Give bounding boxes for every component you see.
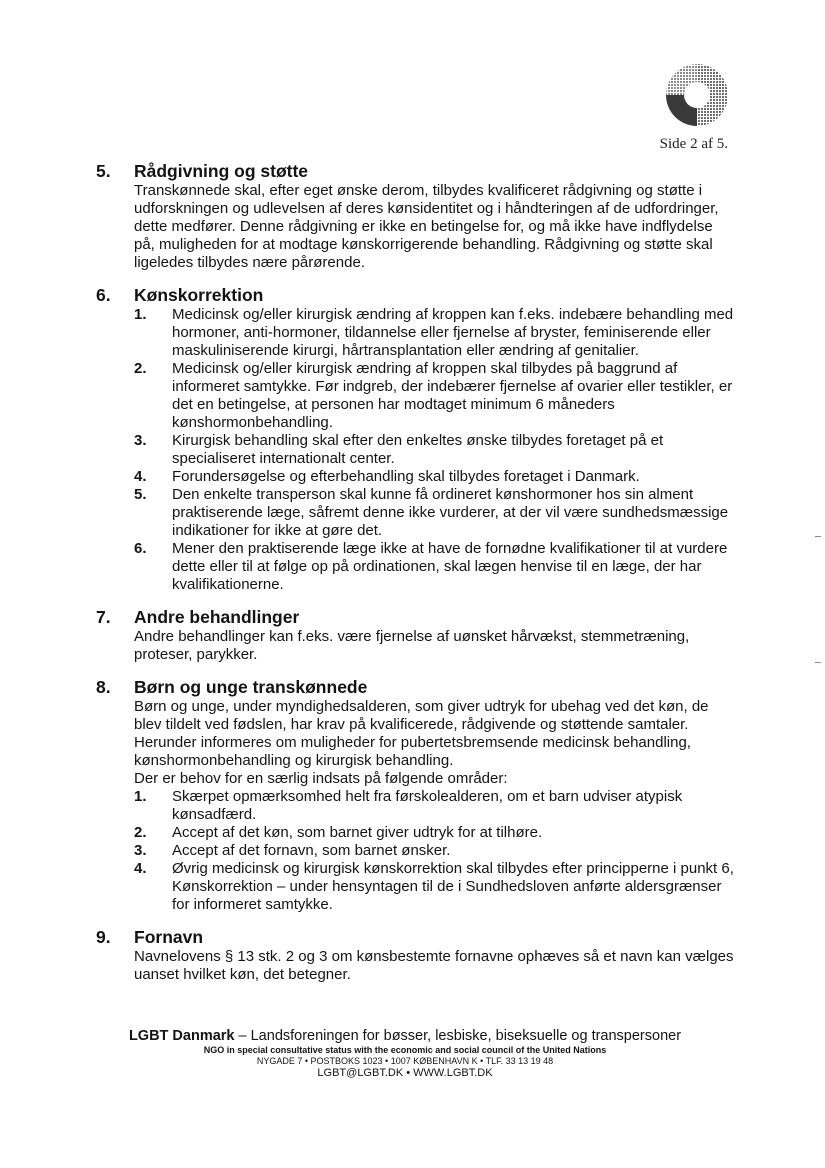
section-number: 8. bbox=[96, 677, 111, 697]
footer-org-tagline: – Landsforeningen for bøsser, lesbiske, biseksuelle og transpersoner bbox=[234, 1028, 682, 1044]
section-title: Andre behandlinger bbox=[134, 607, 300, 627]
list-item bbox=[134, 842, 736, 860]
section-body bbox=[134, 306, 736, 594]
scan-mark bbox=[815, 536, 821, 537]
item-text: Den enkelte transperson skal kunne få ordineret kønshormoner hos sin alment praktiserende læge, såfremt denne ikke vurderer, at der vil være sundhedsmæssige indikationer for ikke at gøre det. bbox=[172, 486, 729, 539]
item-number: 1. bbox=[134, 788, 147, 805]
list-item bbox=[134, 788, 736, 824]
section-title: Kønskorrektion bbox=[134, 285, 264, 305]
item-text: Medicinsk og/eller kirurgisk ændring af kroppen skal tilbydes på baggrund af informeret samtykke. Før indgreb, der indebærer fjernelse af ovarier eller testikler, er det en betingelse, at personen har modtaget minimum 6 måneders kønshormonbehandling. bbox=[172, 360, 733, 431]
item-number: 6. bbox=[134, 540, 147, 557]
item-number: 2. bbox=[134, 360, 147, 377]
section-number: 6. bbox=[96, 285, 111, 305]
numbered-list bbox=[134, 306, 736, 594]
list-item bbox=[134, 306, 736, 360]
item-number: 2. bbox=[134, 824, 147, 841]
section-6 bbox=[96, 284, 736, 594]
footer-ngo-status: NGO in special consultative status with the economic and social council of the United Nations bbox=[203, 1045, 607, 1055]
section-title: Rådgivning og støtte bbox=[134, 161, 309, 181]
section-paragraph: Der er behov for en særlig indsats på følgende områder: bbox=[134, 770, 508, 787]
item-number: 4. bbox=[134, 860, 147, 877]
letterhead-footer bbox=[80, 1028, 730, 1080]
item-text: Accept af det køn, som barnet giver udtryk for at tilhøre. bbox=[172, 824, 543, 841]
list-item bbox=[134, 540, 736, 594]
item-number: 3. bbox=[134, 432, 147, 449]
section-heading bbox=[96, 926, 736, 948]
section-body bbox=[134, 698, 736, 914]
item-text: Forundersøgelse og efterbehandling skal tilbydes foretaget i Danmark. bbox=[172, 468, 640, 485]
section-paragraph: Børn og unge, under myndighedsalderen, som giver udtryk for ubehag ved det køn, de blev tildelt ved fødslen, har krav på kvalificerede, rådgivende og støttende samtaler. Herunder informeres om muligheder for pubertetsbremsende medicinsk behandling, kønshormonbehandling og kirurgisk behandling. bbox=[134, 698, 709, 769]
document-body bbox=[96, 160, 736, 984]
section-body bbox=[134, 628, 736, 664]
section-9 bbox=[96, 926, 736, 984]
footer-org-line bbox=[80, 1028, 730, 1045]
item-number: 5. bbox=[134, 486, 147, 503]
section-heading bbox=[96, 676, 736, 698]
footer-org-name: LGBT Danmark bbox=[128, 1028, 235, 1044]
section-7 bbox=[96, 606, 736, 664]
item-number: 3. bbox=[134, 842, 147, 859]
section-body bbox=[134, 948, 736, 984]
list-item bbox=[134, 432, 736, 468]
list-item bbox=[134, 360, 736, 432]
list-item bbox=[134, 824, 736, 842]
item-text: Medicinsk og/eller kirurgisk ændring af kroppen kan f.eks. indebære behandling med hormoner, anti-hormoner, tildannelse eller fjernelse af bryster, feminiserende eller maskuliniserende kirurgi, hårtransplantation eller ændring af genitalier. bbox=[172, 306, 734, 359]
section-8 bbox=[96, 676, 736, 914]
section-5 bbox=[96, 160, 736, 272]
section-number: 9. bbox=[96, 927, 111, 947]
section-title: Fornavn bbox=[134, 927, 204, 947]
item-number: 4. bbox=[134, 468, 147, 485]
section-paragraph: Navnelovens § 13 stk. 2 og 3 om kønsbestemte fornavne ophæves så et navn kan vælges uanset hvilket køn, det betegner. bbox=[134, 948, 734, 983]
item-text: Mener den praktiserende læge ikke at have de fornødne kvalifikationer til at vurdere dette eller til at følge op på ordinationen, skal lægen henvise til en læge, der har kvalifikationerne. bbox=[172, 540, 728, 593]
scan-mark bbox=[815, 662, 821, 663]
item-text: Skærpet opmærksomhed helt fra førskolealderen, om et barn udviser atypisk kønsadfærd. bbox=[172, 788, 683, 823]
section-number: 7. bbox=[96, 607, 111, 627]
section-heading bbox=[96, 160, 736, 182]
numbered-list bbox=[134, 788, 736, 914]
section-heading bbox=[96, 606, 736, 628]
page-number: Side 2 af 5. bbox=[659, 136, 728, 152]
section-paragraph: Transkønnede skal, efter eget ønske derom, tilbydes kvalificeret rådgivning og støtte i udforskningen og udlevelsen af deres kønsidentitet og i håndteringen af de udfordringer, dette medfører. Denne rådgivning er ikke en betingelse for, og må ikke have indflydelse på, muligheden for at modtage kønskorrigerende behandling. Rådgivning og støtte skal ligeledes tilbydes nære pårørende. bbox=[134, 182, 719, 271]
lgbt-logo bbox=[662, 60, 732, 130]
section-number: 5. bbox=[96, 161, 111, 181]
list-item bbox=[134, 486, 736, 540]
section-heading bbox=[96, 284, 736, 306]
section-body bbox=[134, 182, 736, 272]
item-text: Accept af det fornavn, som barnet ønsker. bbox=[172, 842, 451, 859]
item-text: Kirurgisk behandling skal efter den enkeltes ønske tilbydes foretaget på et specialiseret internationalt center. bbox=[172, 432, 664, 467]
footer-address: NYGADE 7 • POSTBOKS 1023 • 1007 KØBENHAVN K • TLF. 33 13 19 48 bbox=[256, 1056, 554, 1066]
section-paragraph: Andre behandlinger kan f.eks. være fjernelse af uønsket hårvækst, stemmetræning, proteser, parykker. bbox=[134, 628, 690, 663]
item-number: 1. bbox=[134, 306, 147, 323]
list-item bbox=[134, 860, 736, 914]
footer-contact: LGBT@LGBT.DK • WWW.LGBT.DK bbox=[317, 1067, 493, 1079]
list-item bbox=[134, 468, 736, 486]
item-text: Øvrig medicinsk og kirurgisk kønskorrektion skal tilbydes efter principperne i punkt 6, Kønskorrektion – under hensyntagen til de i Sundhedsloven anførte aldersgrænser for informeret samtykke. bbox=[172, 860, 734, 913]
section-title: Børn og unge transkønnede bbox=[134, 677, 368, 697]
